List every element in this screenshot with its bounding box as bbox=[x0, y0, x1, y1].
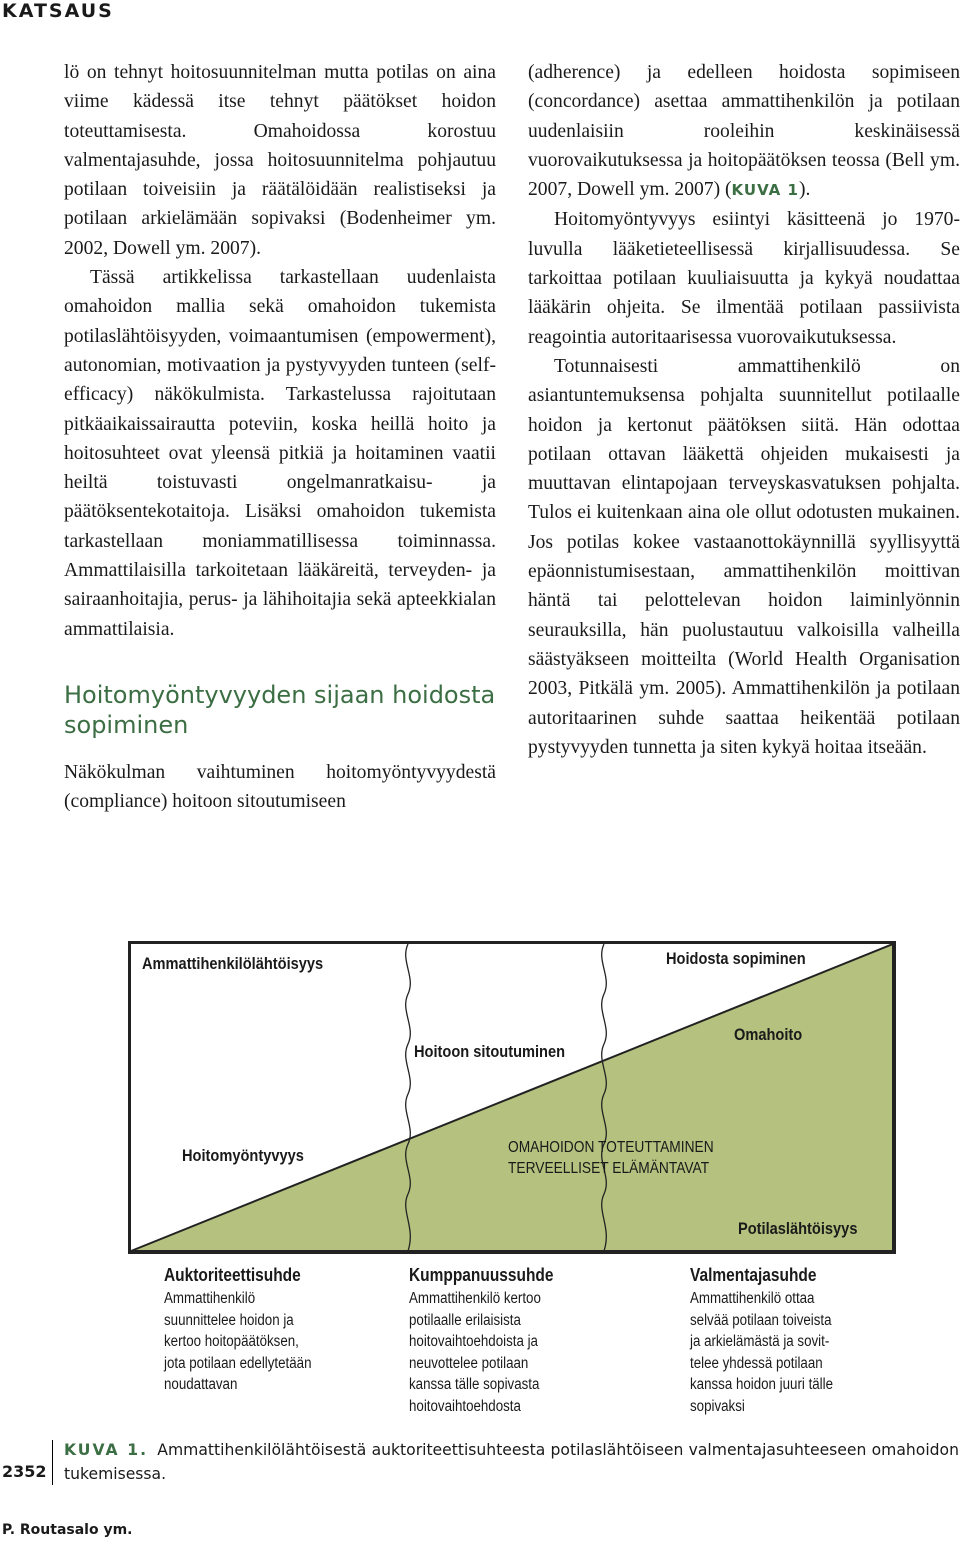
figure-reference: KUVA 1 bbox=[731, 181, 799, 200]
section-heading: Hoitomyöntyvyyden sijaan hoidosta sopiminen bbox=[64, 680, 496, 739]
relationship-coaching bbox=[690, 1262, 940, 1417]
label-compliance: Hoitomyöntyvyys bbox=[182, 1146, 304, 1165]
left-paragraph-1: lö on tehnyt hoitosuunnitelman mutta potilas on aina viime kädessä itse tehnyt päätökset hoidon toteuttamisesta. Omahoidossa korostuu valmentajasuhde, jossa hoitosuunnitelma pohjautuu potilaan toiveisiin ja räätälöidään realistiseksi ja potilaan arkielämään sopivaksi (Bodenheimer ym. 2002, Dowell ym. 2007). bbox=[64, 62, 496, 259]
caps-line-2: TERVEELLISET ELÄMÄNTAVAT bbox=[508, 1160, 710, 1177]
left-paragraph-3: Näkökulman vaihtuminen hoitomyöntyvyydestä (compliance) hoitoon sitoutumiseen bbox=[64, 761, 496, 813]
right-paragraph-1-text: (adherence) ja edelleen hoidosta sopimiseen (concordance) asettaa ammattihenkilön ja potilaan uudenlaisiin rooleihin keskinäisessä vuorovaikutuksessa ja hoitopäätöksen teossa (Bell ym. 2007, Dowell ym. 2007) ( bbox=[528, 62, 960, 201]
caps-line-1: OMAHOIDON TOTEUTTAMINEN bbox=[508, 1139, 714, 1156]
author-footer: P. Routasalo ym. bbox=[2, 1522, 133, 1538]
right-paragraph-1-end: ). bbox=[798, 179, 811, 201]
relationship-authority bbox=[164, 1262, 414, 1396]
left-column bbox=[64, 58, 496, 817]
label-patient-centered: Potilaslähtöisyys bbox=[738, 1219, 858, 1238]
relationship-title: Auktoriteettisuhde bbox=[164, 1265, 301, 1285]
relationship-title: Kumppanuussuhde bbox=[409, 1265, 554, 1285]
right-column bbox=[528, 58, 960, 762]
figure-graphic bbox=[128, 941, 896, 1254]
relationship-description: Ammattihenkilö suunnittelee hoidon ja kertoo hoitopäätöksen, jota potilaan edellytetään noudattavan bbox=[164, 1290, 312, 1393]
right-paragraph-2: Hoitomyöntyvyys esiintyi käsitteenä jo 1970-luvulla lääketieteellisessä kirjallisuudessa. Se tarkoittaa potilaan kuuliaisuutta ja kykyä noudattaa lääkärin ohjeita. Se ilmentää potilaan passiivista reagointia autoritaarisessa vuorovaikutuksessa. bbox=[528, 209, 960, 348]
relationship-description: Ammattihenkilö ottaa selvää potilaan toiveista ja arkielämästä ja sovit- telee yhdessä potilaan kanssa hoidon juuri tälle sopivaksi bbox=[690, 1290, 834, 1415]
right-paragraph-1 bbox=[528, 58, 960, 205]
caption-label: KUVA 1. bbox=[64, 1441, 149, 1459]
figure-diagram bbox=[128, 941, 896, 1254]
section-label: KATSAUS bbox=[2, 0, 114, 22]
relationship-description: Ammattihenkilö kertoo potilaalle erilaisista hoitovaihtoehdoista ja neuvottelee potilaan kanssa tälle sopivasta hoitovaihtoehdosta bbox=[409, 1290, 541, 1415]
page-number: 2352 bbox=[2, 1462, 47, 1481]
label-concordance: Hoidosta sopiminen bbox=[666, 949, 806, 968]
caption-text: Ammattihenkilölähtöisestä auktoriteettisuhteesta potilaslähtöiseen valmentajasuhteeseen omahoidon tukemisessa. bbox=[64, 1441, 959, 1483]
label-self-care: Omahoito bbox=[734, 1025, 803, 1044]
page-number-rule bbox=[52, 1440, 53, 1485]
relationship-title: Valmentajasuhde bbox=[690, 1265, 817, 1285]
label-professional-centered: Ammattihenkilölähtöisyys bbox=[142, 954, 324, 973]
relationship-partnership bbox=[409, 1262, 659, 1417]
right-paragraph-3: Totunnaisesti ammattihenkilö on asiantuntemuksensa pohjalta suunnitellut potilaalle hoidon ja kertonut päätöksen siitä. Hän odottaa potilaan ottavan lääkettä ohjeiden mukaisesti ja muuttavan elintapojaan terveyskasvatuksen pohjalta. Tulos ei kuitenkaan aina ole ollut odotusten mukainen. Jos potilas kokee vastaanottokäynnillä syyllisyyttä epäonnistumisestaan, ammattihenkilön moittivan häntä tai pelottelevan hoidon laiminlyönnin seurauksilla, hän puolustautuu valkoisilla valheilla säästyäkseen moitteilta (World Health Organisation 2003, Pitkälä ym. 2005). Ammattihenkilön ja potilaan autoritaarinen suhde saattaa heikentää potilaan pystyvyyden tunnetta ja siten kykyä hoitaa itseään. bbox=[528, 355, 960, 758]
figure-caption bbox=[64, 1438, 959, 1486]
left-paragraph-2: Tässä artikkelissa tarkastellaan uudenlaista omahoidon mallia sekä omahoidon tukemista potilaslähtöisyyden, voimaantumisen (empowerment), autonomian, motivaation ja pystyvyyden tunteen (self-efficacy) näkökulmista. Tarkastelussa rajoitutaan pitkäaikaissairautta poteviin, koska heillä hoito ja hoitosuhteet ovat yleensä pitkiä ja hoitaminen vaatii heiltä toistuvasti ongelmanratkaisu- ja päätöksentekotaitoja. Lisäksi omahoidon tukemista tarkastellaan moniammatillisessa toiminnassa. Ammattilaisilla tarkoitetaan lääkäreitä, terveyden- ja sairaanhoitajia, perus- ja lähihoitajia sekä apteekkialan ammattilaisia. bbox=[64, 267, 496, 640]
label-adherence: Hoitoon sitoutuminen bbox=[414, 1042, 566, 1061]
